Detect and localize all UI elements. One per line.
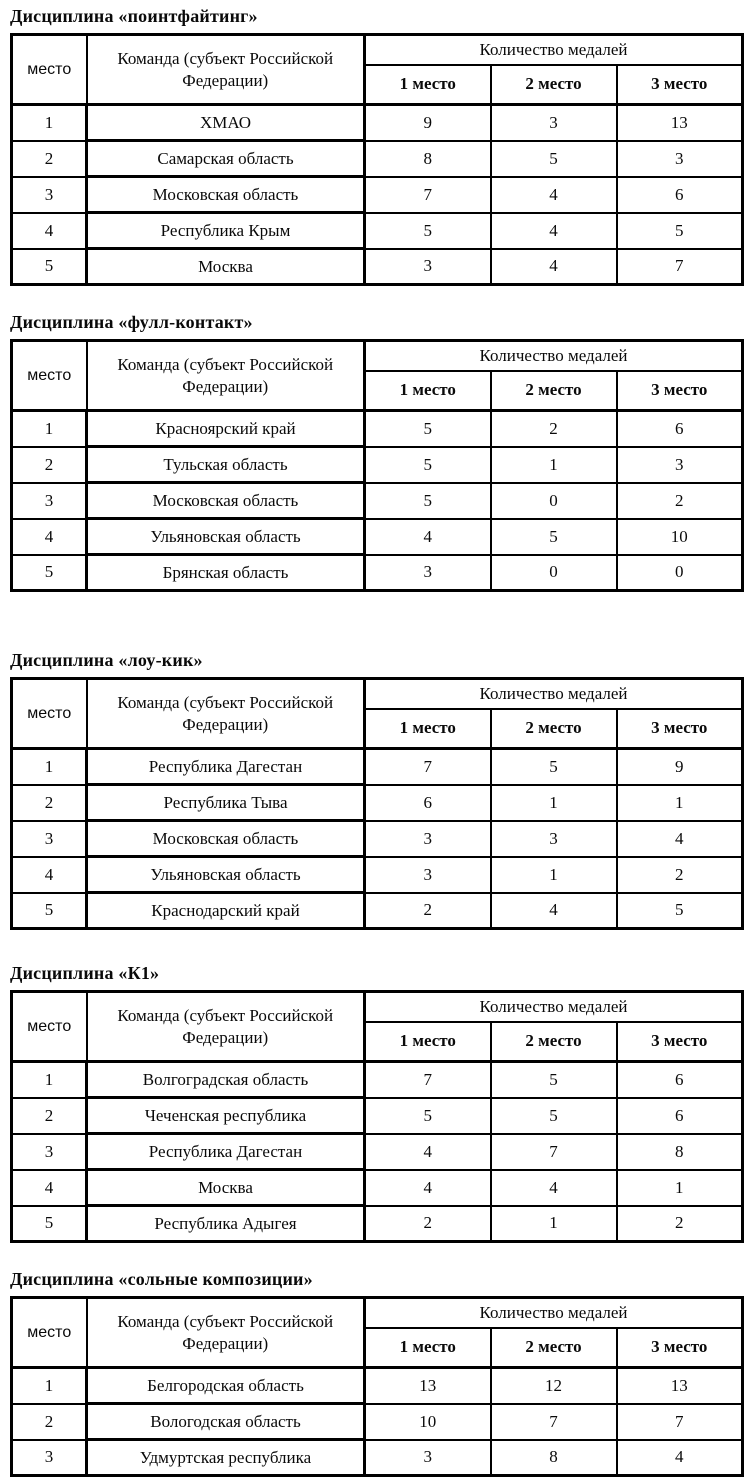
place-cell: 1 <box>12 749 87 785</box>
column-header-third-place: 3 место <box>617 709 743 749</box>
team-cell: Республика Дагестан <box>87 1134 365 1170</box>
medal-table <box>10 1296 744 1477</box>
silver-count-cell: 5 <box>491 519 617 555</box>
column-header-medals-group: Количество медалей <box>365 1298 743 1328</box>
gold-count-cell: 4 <box>365 1170 491 1206</box>
bronze-count-cell: 6 <box>617 1098 743 1134</box>
bronze-count-cell: 2 <box>617 483 743 519</box>
place-cell: 1 <box>12 411 87 447</box>
bronze-count-cell: 1 <box>617 785 743 821</box>
discipline-section <box>10 1269 743 1477</box>
bronze-count-cell: 3 <box>617 141 743 177</box>
team-cell: Москва <box>87 249 365 285</box>
column-header-medals-group: Количество медалей <box>365 679 743 709</box>
team-cell: Москва <box>87 1170 365 1206</box>
column-header-place: место <box>12 35 87 105</box>
gold-count-cell: 13 <box>365 1368 491 1404</box>
discipline-title: Дисциплина «сольные композиции» <box>10 1269 313 1289</box>
team-cell: Брянская область <box>87 555 365 591</box>
discipline-title: Дисциплина «К1» <box>10 963 160 983</box>
team-cell: Тульская область <box>87 447 365 483</box>
column-header-team: Команда (субъект Российской Федерации) <box>87 341 365 411</box>
team-cell: Республика Крым <box>87 213 365 249</box>
table-row <box>12 483 743 519</box>
silver-count-cell: 0 <box>491 555 617 591</box>
gold-count-cell: 3 <box>365 555 491 591</box>
silver-count-cell: 4 <box>491 1170 617 1206</box>
table-row <box>12 249 743 285</box>
team-cell: ХМАО <box>87 105 365 141</box>
table-row <box>12 1098 743 1134</box>
discipline-section <box>10 650 743 930</box>
gold-count-cell: 6 <box>365 785 491 821</box>
gold-count-cell: 3 <box>365 857 491 893</box>
discipline-section <box>10 6 743 286</box>
discipline-title: Дисциплина «лоу-кик» <box>10 650 203 670</box>
bronze-count-cell: 6 <box>617 411 743 447</box>
silver-count-cell: 1 <box>491 857 617 893</box>
column-header-second-place: 2 место <box>491 65 617 105</box>
table-row <box>12 749 743 785</box>
column-header-place: место <box>12 679 87 749</box>
place-cell: 3 <box>12 1134 87 1170</box>
column-header-team: Команда (субъект Российской Федерации) <box>87 992 365 1062</box>
gold-count-cell: 3 <box>365 1440 491 1476</box>
team-cell: Краснодарский край <box>87 893 365 929</box>
table-row <box>12 105 743 141</box>
gold-count-cell: 3 <box>365 249 491 285</box>
column-header-second-place: 2 место <box>491 1328 617 1368</box>
table-row <box>12 447 743 483</box>
silver-count-cell: 7 <box>491 1404 617 1440</box>
table-row <box>12 1134 743 1170</box>
place-cell: 1 <box>12 105 87 141</box>
silver-count-cell: 5 <box>491 141 617 177</box>
column-header-second-place: 2 место <box>491 371 617 411</box>
place-cell: 5 <box>12 249 87 285</box>
bronze-count-cell: 7 <box>617 249 743 285</box>
bronze-count-cell: 5 <box>617 213 743 249</box>
column-header-second-place: 2 место <box>491 709 617 749</box>
team-cell: Волгоградская область <box>87 1062 365 1098</box>
silver-count-cell: 8 <box>491 1440 617 1476</box>
place-cell: 3 <box>12 177 87 213</box>
bronze-count-cell: 4 <box>617 821 743 857</box>
bronze-count-cell: 3 <box>617 447 743 483</box>
gold-count-cell: 4 <box>365 1134 491 1170</box>
column-header-team: Команда (субъект Российской Федерации) <box>87 679 365 749</box>
table-row <box>12 821 743 857</box>
team-cell: Московская область <box>87 483 365 519</box>
place-cell: 4 <box>12 519 87 555</box>
place-cell: 4 <box>12 213 87 249</box>
column-header-first-place: 1 место <box>365 709 491 749</box>
table-body <box>12 1062 743 1242</box>
team-cell: Чеченская республика <box>87 1098 365 1134</box>
place-cell: 5 <box>12 1206 87 1242</box>
bronze-count-cell: 9 <box>617 749 743 785</box>
table-row <box>12 1062 743 1098</box>
gold-count-cell: 5 <box>365 411 491 447</box>
silver-count-cell: 3 <box>491 105 617 141</box>
sections-container <box>10 6 743 1477</box>
place-cell: 2 <box>12 1404 87 1440</box>
place-cell: 1 <box>12 1368 87 1404</box>
discipline-title: Дисциплина «фулл-контакт» <box>10 312 253 332</box>
column-header-third-place: 3 место <box>617 1328 743 1368</box>
table-body <box>12 1368 743 1476</box>
place-cell: 5 <box>12 555 87 591</box>
gold-count-cell: 4 <box>365 519 491 555</box>
silver-count-cell: 1 <box>491 785 617 821</box>
table-row <box>12 1368 743 1404</box>
bronze-count-cell: 5 <box>617 893 743 929</box>
place-cell: 4 <box>12 857 87 893</box>
bronze-count-cell: 6 <box>617 1062 743 1098</box>
gold-count-cell: 9 <box>365 105 491 141</box>
silver-count-cell: 7 <box>491 1134 617 1170</box>
column-header-place: место <box>12 341 87 411</box>
column-header-second-place: 2 место <box>491 1022 617 1062</box>
bronze-count-cell: 2 <box>617 857 743 893</box>
silver-count-cell: 5 <box>491 1098 617 1134</box>
team-cell: Ульяновская область <box>87 857 365 893</box>
gold-count-cell: 5 <box>365 483 491 519</box>
team-cell: Республика Дагестан <box>87 749 365 785</box>
table-row <box>12 519 743 555</box>
team-cell: Удмуртская республика <box>87 1440 365 1476</box>
silver-count-cell: 4 <box>491 893 617 929</box>
place-cell: 3 <box>12 821 87 857</box>
gold-count-cell: 8 <box>365 141 491 177</box>
table-row <box>12 411 743 447</box>
table-row <box>12 1404 743 1440</box>
gold-count-cell: 3 <box>365 821 491 857</box>
table-body <box>12 411 743 591</box>
silver-count-cell: 5 <box>491 1062 617 1098</box>
table-row <box>12 893 743 929</box>
gold-count-cell: 2 <box>365 893 491 929</box>
silver-count-cell: 0 <box>491 483 617 519</box>
table-body <box>12 105 743 285</box>
silver-count-cell: 2 <box>491 411 617 447</box>
team-cell: Вологодская область <box>87 1404 365 1440</box>
silver-count-cell: 1 <box>491 447 617 483</box>
gold-count-cell: 7 <box>365 1062 491 1098</box>
place-cell: 2 <box>12 785 87 821</box>
bronze-count-cell: 4 <box>617 1440 743 1476</box>
column-header-first-place: 1 место <box>365 1022 491 1062</box>
gold-count-cell: 5 <box>365 1098 491 1134</box>
bronze-count-cell: 2 <box>617 1206 743 1242</box>
medal-table <box>10 990 744 1243</box>
table-row <box>12 177 743 213</box>
table-row <box>12 857 743 893</box>
silver-count-cell: 4 <box>491 177 617 213</box>
discipline-title: Дисциплина «поинтфайтинг» <box>10 6 258 26</box>
bronze-count-cell: 0 <box>617 555 743 591</box>
column-header-third-place: 3 место <box>617 65 743 105</box>
gold-count-cell: 7 <box>365 749 491 785</box>
medal-table <box>10 339 744 592</box>
medal-table <box>10 677 744 930</box>
place-cell: 2 <box>12 1098 87 1134</box>
bronze-count-cell: 7 <box>617 1404 743 1440</box>
place-cell: 3 <box>12 1440 87 1476</box>
team-cell: Красноярский край <box>87 411 365 447</box>
table-row <box>12 213 743 249</box>
column-header-team: Команда (субъект Российской Федерации) <box>87 1298 365 1368</box>
silver-count-cell: 1 <box>491 1206 617 1242</box>
team-cell: Московская область <box>87 821 365 857</box>
bronze-count-cell: 1 <box>617 1170 743 1206</box>
silver-count-cell: 5 <box>491 749 617 785</box>
table-row <box>12 1440 743 1476</box>
bronze-count-cell: 13 <box>617 105 743 141</box>
silver-count-cell: 3 <box>491 821 617 857</box>
silver-count-cell: 12 <box>491 1368 617 1404</box>
team-cell: Республика Адыгея <box>87 1206 365 1242</box>
place-cell: 2 <box>12 141 87 177</box>
table-row <box>12 1170 743 1206</box>
table-row <box>12 555 743 591</box>
place-cell: 1 <box>12 1062 87 1098</box>
column-header-third-place: 3 место <box>617 371 743 411</box>
column-header-first-place: 1 место <box>365 371 491 411</box>
table-row <box>12 1206 743 1242</box>
gold-count-cell: 5 <box>365 447 491 483</box>
column-header-place: место <box>12 992 87 1062</box>
medal-table <box>10 33 744 286</box>
table-row <box>12 141 743 177</box>
bronze-count-cell: 13 <box>617 1368 743 1404</box>
column-header-team: Команда (субъект Российской Федерации) <box>87 35 365 105</box>
gold-count-cell: 10 <box>365 1404 491 1440</box>
column-header-medals-group: Количество медалей <box>365 341 743 371</box>
place-cell: 4 <box>12 1170 87 1206</box>
gold-count-cell: 7 <box>365 177 491 213</box>
table-body <box>12 749 743 929</box>
team-cell: Московская область <box>87 177 365 213</box>
team-cell: Самарская область <box>87 141 365 177</box>
bronze-count-cell: 10 <box>617 519 743 555</box>
discipline-section <box>10 963 743 1243</box>
bronze-count-cell: 6 <box>617 177 743 213</box>
place-cell: 3 <box>12 483 87 519</box>
column-header-medals-group: Количество медалей <box>365 35 743 65</box>
place-cell: 5 <box>12 893 87 929</box>
table-row <box>12 785 743 821</box>
gold-count-cell: 2 <box>365 1206 491 1242</box>
column-header-first-place: 1 место <box>365 65 491 105</box>
column-header-place: место <box>12 1298 87 1368</box>
place-cell: 2 <box>12 447 87 483</box>
gold-count-cell: 5 <box>365 213 491 249</box>
team-cell: Белгородская область <box>87 1368 365 1404</box>
discipline-section <box>10 312 743 592</box>
bronze-count-cell: 8 <box>617 1134 743 1170</box>
column-header-first-place: 1 место <box>365 1328 491 1368</box>
silver-count-cell: 4 <box>491 249 617 285</box>
team-cell: Республика Тыва <box>87 785 365 821</box>
silver-count-cell: 4 <box>491 213 617 249</box>
column-header-third-place: 3 место <box>617 1022 743 1062</box>
column-header-medals-group: Количество медалей <box>365 992 743 1022</box>
team-cell: Ульяновская область <box>87 519 365 555</box>
